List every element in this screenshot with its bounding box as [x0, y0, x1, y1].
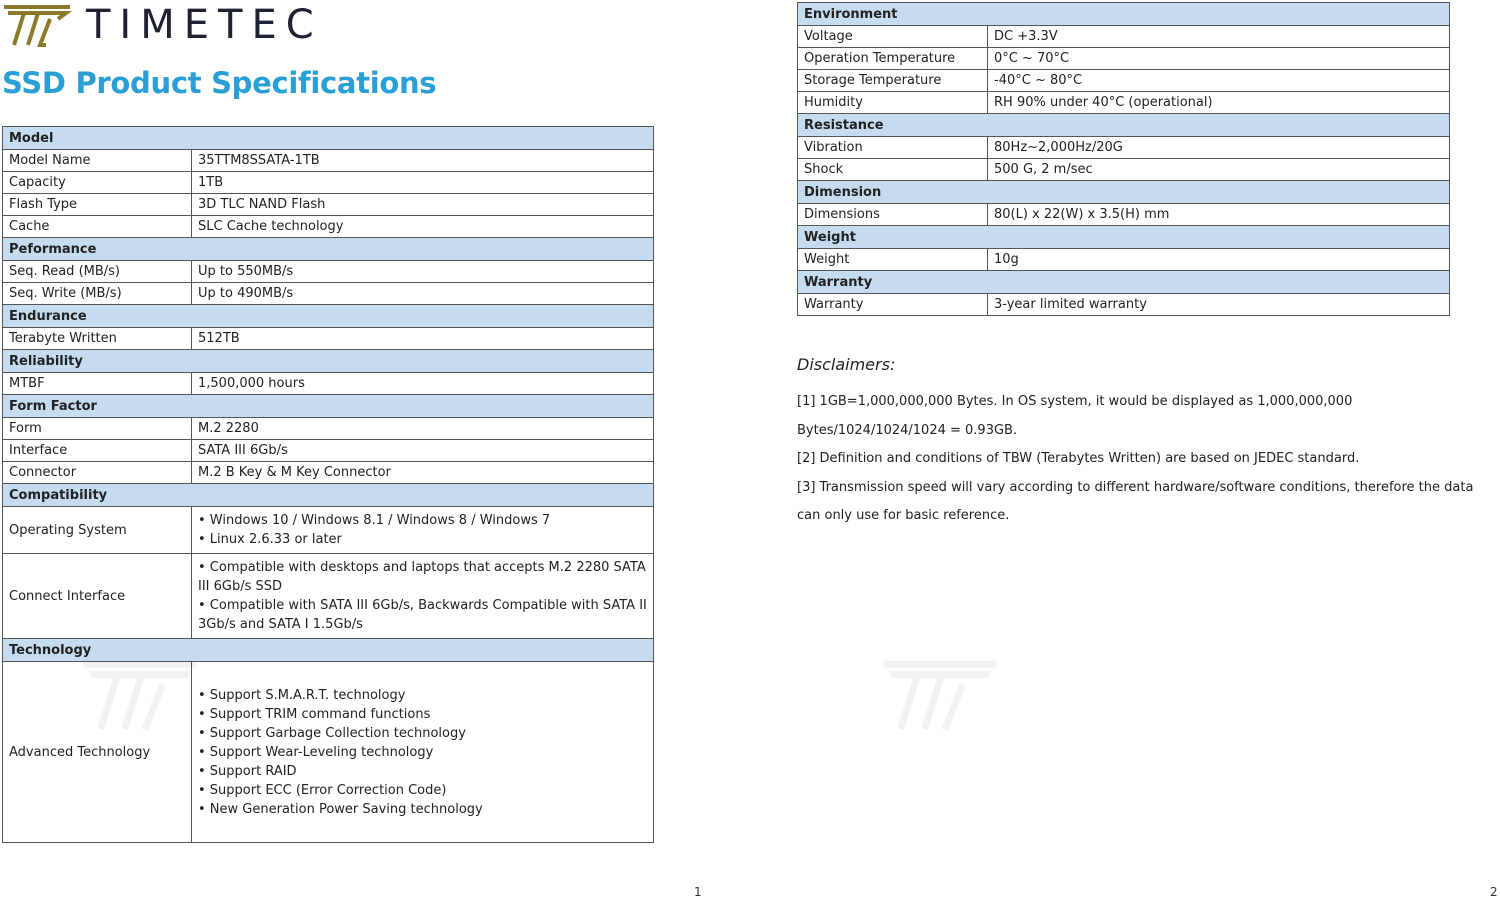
bullet-list	[198, 507, 647, 553]
spec-row	[3, 462, 654, 484]
brand-name: TIMETEC	[86, 2, 323, 48]
disclaimer-item: [1] 1GB=1,000,000,000 Bytes. In OS system, it would be displayed as 1,000,000,000 Bytes/1024/1024/1024 = 0.93GB.	[797, 394, 1353, 438]
disclaimers-title: Disclaimers:	[797, 355, 896, 374]
timetec-logo-icon	[2, 3, 72, 47]
section-header-row	[3, 395, 654, 418]
section-header: Compatibility	[3, 484, 654, 507]
section-header-row	[3, 127, 654, 150]
bullet-item: • Support S.M.A.R.T. technology	[198, 687, 406, 703]
spec-value: M.2 2280	[192, 418, 654, 440]
spec-label: Capacity	[3, 172, 192, 194]
spec-value: 10g	[988, 249, 1450, 271]
section-header-row	[798, 3, 1450, 26]
spec-row	[798, 159, 1450, 181]
watermark-logo-icon	[880, 620, 1000, 770]
section-header-row	[3, 305, 654, 328]
spec-value: DC +3.3V	[988, 26, 1450, 48]
spec-value: 0°C ~ 70°C	[988, 48, 1450, 70]
spec-row	[798, 92, 1450, 114]
spec-label: Humidity	[798, 92, 988, 114]
spec-value: 512TB	[192, 328, 654, 350]
section-header: Model	[3, 127, 654, 150]
bullet-item: • New Generation Power Saving technology	[198, 801, 483, 817]
spec-value: M.2 B Key & M Key Connector	[192, 462, 654, 484]
spec-label: Terabyte Written	[3, 328, 192, 350]
spec-value: 3-year limited warranty	[988, 294, 1450, 316]
bullet-item: • Windows 10 / Windows 8.1 / Windows 8 / Windows 7	[198, 513, 551, 528]
spec-label: Dimensions	[798, 204, 988, 226]
spec-value: SLC Cache technology	[192, 216, 654, 238]
disclaimer-item: [3] Transmission speed will vary according to different hardware/software conditions, therefore the data can only use for basic reference.	[797, 479, 1474, 523]
bullet-item: • Linux 2.6.33 or later	[198, 532, 342, 547]
section-header: Reliability	[3, 350, 654, 373]
bullet-item: • Support ECC (Error Correction Code)	[198, 782, 447, 798]
spec-row	[798, 137, 1450, 159]
section-header: Endurance	[3, 305, 654, 328]
bullet-item: • Support Garbage Collection technology	[198, 725, 466, 741]
spec-row	[3, 150, 654, 172]
spec-row	[3, 554, 654, 639]
section-header: Resistance	[798, 114, 1450, 137]
spec-value: RH 90% under 40°C (operational)	[988, 92, 1450, 114]
section-header: Weight	[798, 226, 1450, 249]
page-two	[750, 0, 1500, 900]
spec-label: Weight	[798, 249, 988, 271]
spec-row	[3, 216, 654, 238]
page-number: 1	[694, 885, 702, 899]
spec-value: SATA III 6Gb/s	[192, 440, 654, 462]
spec-label: Form	[3, 418, 192, 440]
section-header-row	[798, 181, 1450, 204]
bullet-item: • Compatible with desktops and laptops that accepts M.2 2280 SATA III 6Gb/s SSD	[198, 560, 646, 594]
spec-row	[3, 172, 654, 194]
spec-label: Interface	[3, 440, 192, 462]
spec-value: -40°C ~ 80°C	[988, 70, 1450, 92]
spec-label: Advanced Technology	[3, 662, 192, 843]
bullet-item: • Support Wear-Leveling technology	[198, 744, 434, 760]
section-header: Technology	[3, 639, 654, 662]
spec-row	[798, 70, 1450, 92]
spec-value: 35TTM8SSATA-1TB	[192, 150, 654, 172]
section-header: Warranty	[798, 271, 1450, 294]
spec-label: Voltage	[798, 26, 988, 48]
spec-label: Cache	[3, 216, 192, 238]
spec-value: 500 G, 2 m/sec	[988, 159, 1450, 181]
spec-row	[798, 26, 1450, 48]
section-header: Dimension	[798, 181, 1450, 204]
spec-table-main	[2, 126, 654, 843]
spec-value: 80(L) x 22(W) x 3.5(H) mm	[988, 204, 1450, 226]
section-header-row	[798, 114, 1450, 137]
spec-label: Flash Type	[3, 194, 192, 216]
bullet-list	[198, 554, 647, 638]
spec-value: Up to 490MB/s	[192, 283, 654, 305]
section-header: Environment	[798, 3, 1450, 26]
spec-row	[3, 194, 654, 216]
section-header: Form Factor	[3, 395, 654, 418]
spec-label: Vibration	[798, 137, 988, 159]
spec-row	[3, 373, 654, 395]
spec-table-continued	[797, 2, 1450, 316]
page-number: 2	[1490, 885, 1498, 899]
spec-label: Connect Interface	[3, 554, 192, 639]
spec-label: Model Name	[3, 150, 192, 172]
spec-label: Operation Temperature	[798, 48, 988, 70]
spec-label: Warranty	[798, 294, 988, 316]
spec-row	[3, 261, 654, 283]
spec-label: Seq. Read (MB/s)	[3, 261, 192, 283]
spec-row	[798, 48, 1450, 70]
spec-label: Operating System	[3, 507, 192, 554]
spec-value: 3D TLC NAND Flash	[192, 194, 654, 216]
spec-row	[3, 440, 654, 462]
spec-row	[798, 204, 1450, 226]
spec-value: Up to 550MB/s	[192, 261, 654, 283]
spec-label: MTBF	[3, 373, 192, 395]
spec-row	[798, 249, 1450, 271]
spec-value: 1TB	[192, 172, 654, 194]
spec-label: Seq. Write (MB/s)	[3, 283, 192, 305]
section-header-row	[798, 271, 1450, 294]
section-header-row	[798, 226, 1450, 249]
page-title: SSD Product Specifications	[2, 66, 437, 100]
spec-value-list	[192, 554, 654, 639]
spec-label: Shock	[798, 159, 988, 181]
disclaimer-item: [2] Definition and conditions of TBW (Terabytes Written) are based on JEDEC standard.	[797, 451, 1360, 466]
spec-row	[798, 294, 1450, 316]
spec-value-list	[192, 507, 654, 554]
spec-row	[3, 662, 654, 843]
section-header-row	[3, 484, 654, 507]
spec-row	[3, 328, 654, 350]
spec-row	[3, 418, 654, 440]
spec-value: 1,500,000 hours	[192, 373, 654, 395]
spec-row	[3, 507, 654, 554]
spec-label: Connector	[3, 462, 192, 484]
disclaimers-block	[797, 352, 1497, 531]
section-header-row	[3, 238, 654, 261]
brand-logo	[2, 2, 323, 48]
spec-row	[3, 283, 654, 305]
bullet-item: • Support RAID	[198, 763, 297, 779]
bullet-item: • Compatible with SATA III 6Gb/s, Backwards Compatible with SATA II 3Gb/s and SATA I 1.5Gb/s	[198, 598, 647, 632]
section-header-row	[3, 639, 654, 662]
section-header-row	[3, 350, 654, 373]
section-header: Peformance	[3, 238, 654, 261]
bullet-item: • Support TRIM command functions	[198, 706, 431, 722]
spec-value-list	[192, 662, 654, 843]
bullet-list	[198, 682, 647, 823]
spec-value: 80Hz~2,000Hz/20G	[988, 137, 1450, 159]
spec-label: Storage Temperature	[798, 70, 988, 92]
